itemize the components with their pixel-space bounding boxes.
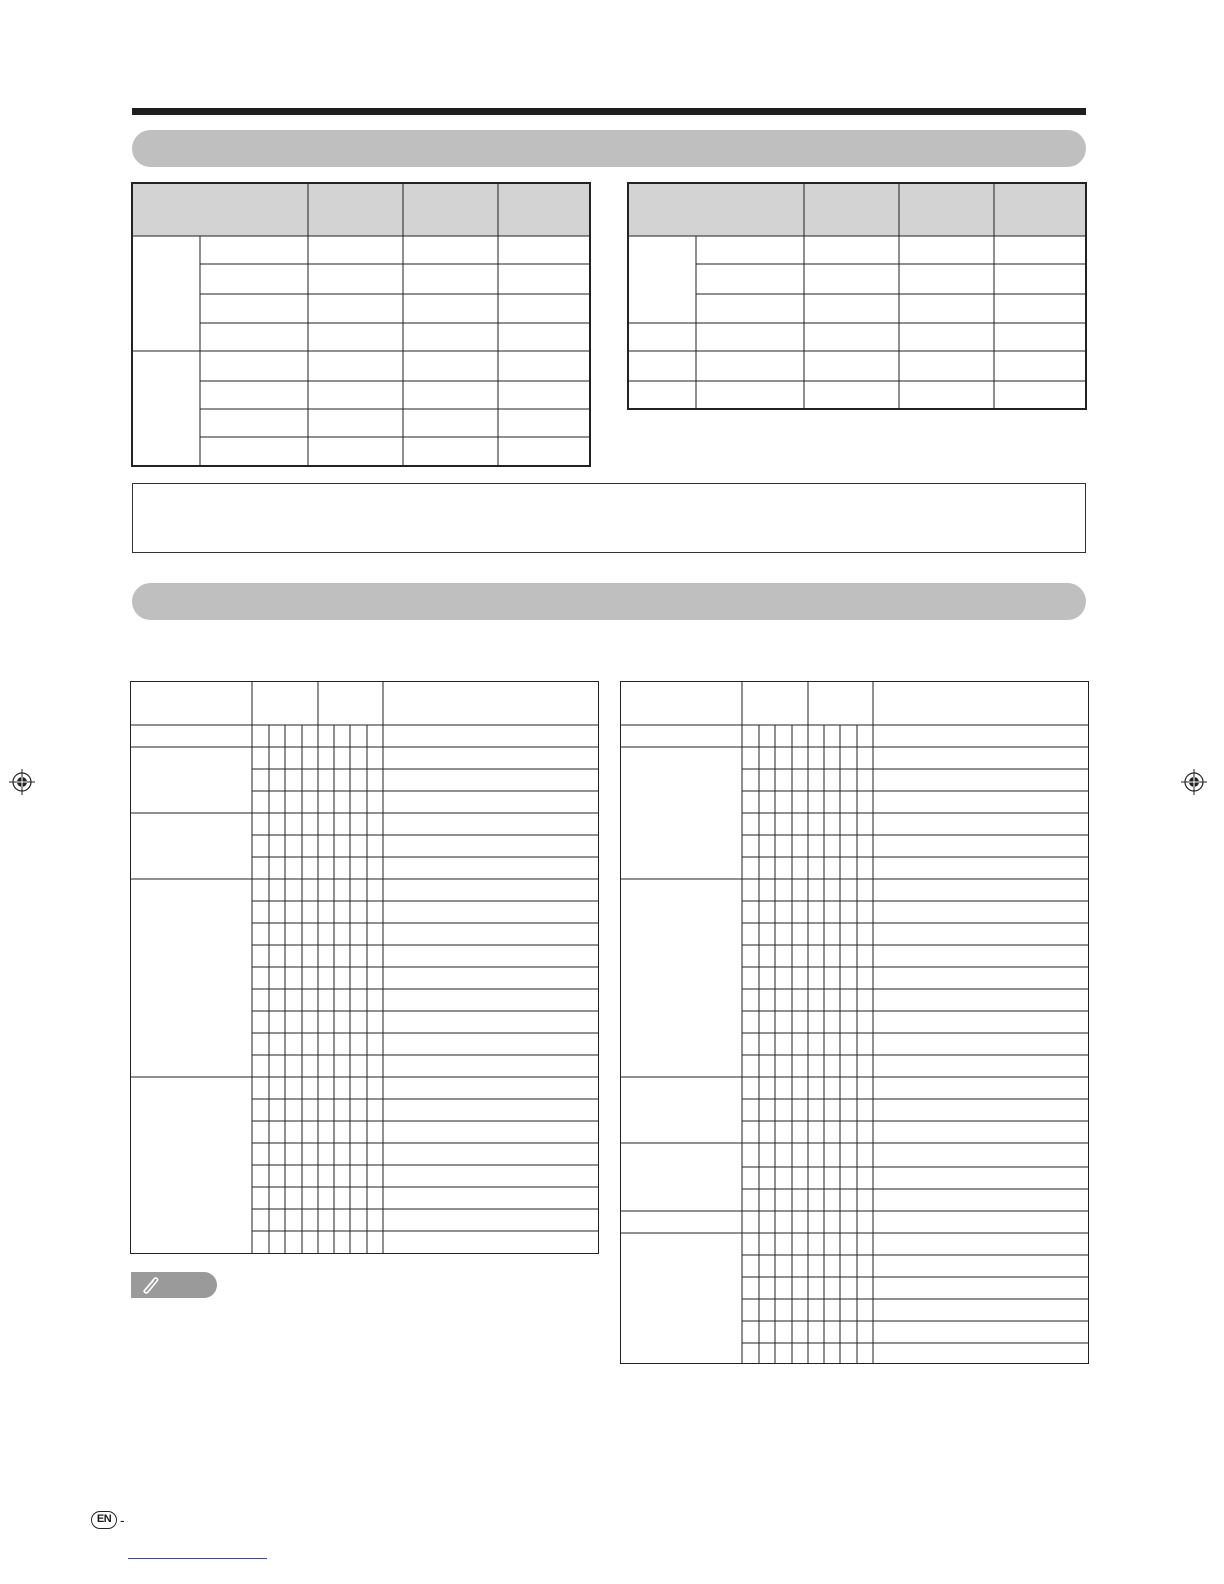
lower-left-table — [130, 681, 600, 1255]
footer-underline — [128, 1558, 267, 1559]
lower-right-table — [620, 681, 1090, 1365]
paperclip-icon — [137, 1274, 163, 1296]
crosshair-target-icon — [9, 769, 35, 795]
top-rule — [132, 108, 1086, 115]
upper-left-table — [132, 183, 592, 468]
note-tag — [131, 1272, 217, 1298]
note-box — [132, 483, 1086, 553]
upper-right-table — [628, 183, 1088, 411]
section-header-bar-2 — [132, 583, 1086, 620]
crosshair-target-icon — [1181, 769, 1207, 795]
language-badge: EN — [91, 1511, 117, 1529]
page-number-dash: - — [120, 1512, 125, 1528]
section-header-bar-1 — [132, 130, 1086, 167]
